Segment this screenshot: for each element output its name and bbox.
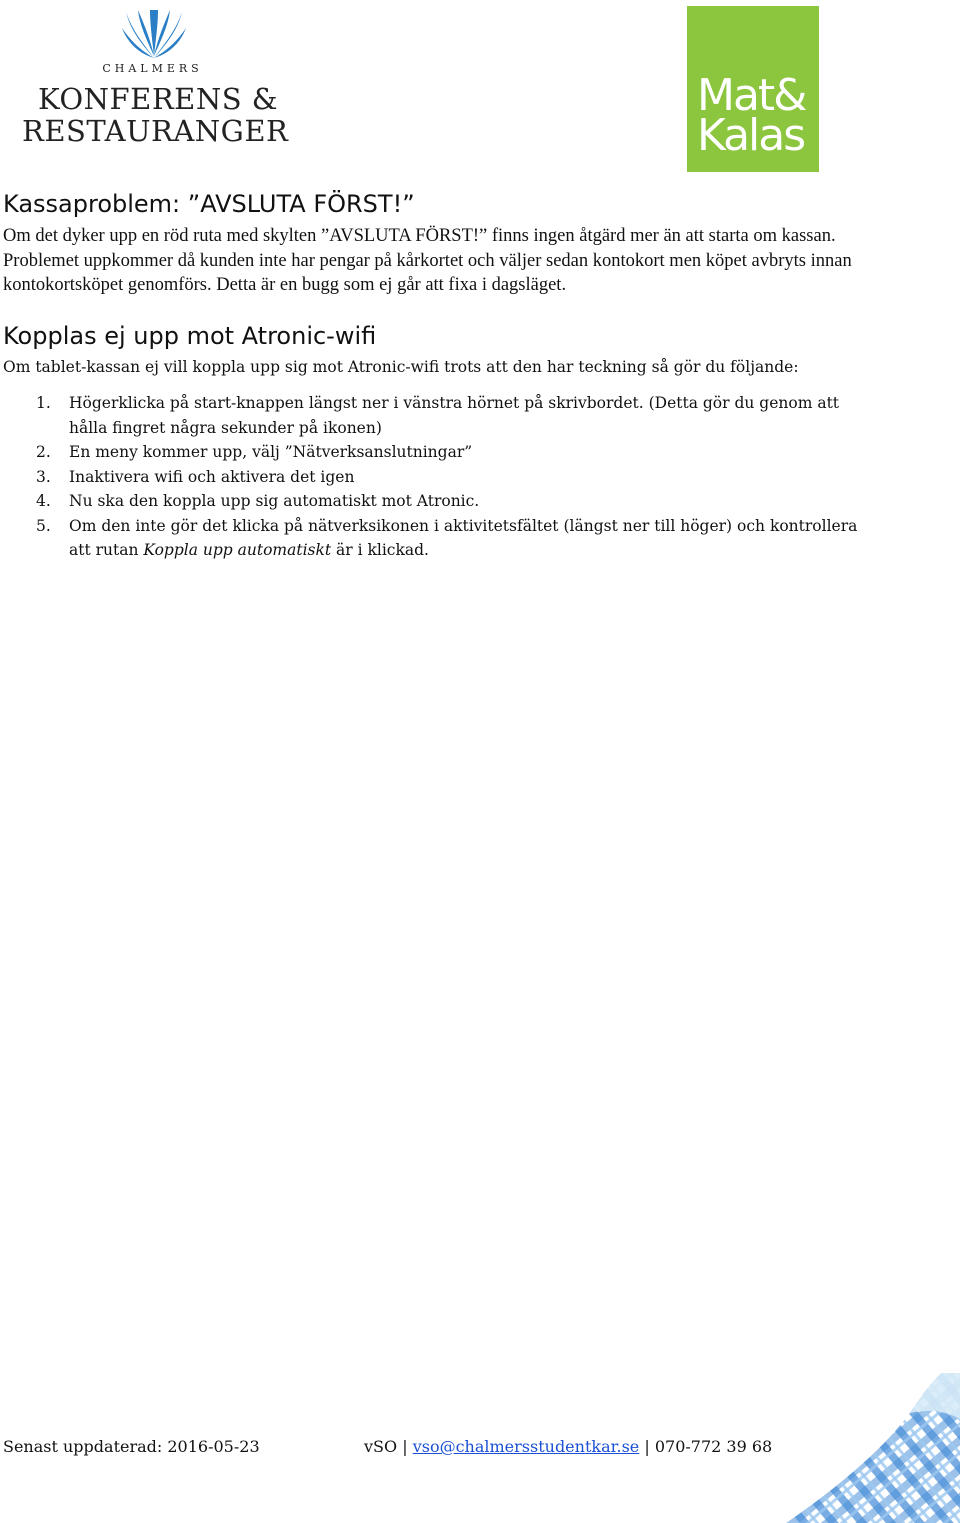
chalmers-logo bbox=[20, 6, 300, 146]
list-item bbox=[0, 440, 860, 465]
step-text: Högerklicka på start-knappen längst ner i vänstra hörnet på skrivbordet. (Detta gör du genom att hålla fingret några sekunder på ikonen) bbox=[69, 394, 840, 437]
list-item bbox=[0, 465, 860, 490]
logo-small-text: CHALMERS bbox=[102, 62, 203, 75]
crown-icon bbox=[120, 10, 188, 60]
mat-kalas-line-2: Kalas bbox=[697, 110, 805, 161]
footer-contact bbox=[364, 1437, 772, 1456]
step-number: 4. bbox=[36, 492, 51, 510]
step-number: 1. bbox=[36, 394, 51, 412]
list-item bbox=[0, 391, 860, 440]
footer-contact-suffix: | 070-772 39 68 bbox=[639, 1437, 773, 1456]
footer-contact-prefix: vSO | bbox=[364, 1437, 413, 1456]
step-text-before: Om den inte gör det klicka på nätverksikonen i aktivitetsfältet (längst ner till höger) och kontrollera att rutan bbox=[69, 516, 858, 559]
logo-line-1: KONFERENS & bbox=[38, 82, 279, 116]
mat-kalas-line-1: Mat& bbox=[697, 70, 806, 121]
step-text: Nu ska den koppla upp sig automatiskt mot Atronic. bbox=[69, 492, 480, 510]
step-number: 3. bbox=[36, 467, 51, 486]
section1-heading: Kassaproblem: ”AVSLUTA FÖRST!” bbox=[3, 190, 415, 218]
logo-line-2: RESTAURANGER bbox=[22, 114, 289, 148]
list-item bbox=[0, 489, 860, 514]
step-text-italic: Koppla upp automatiskt bbox=[143, 541, 332, 559]
footer-email-link[interactable]: vso@chalmersstudentkar.se bbox=[412, 1437, 640, 1456]
section2-heading: Kopplas ej upp mot Atronic-wifi bbox=[3, 322, 377, 350]
list-item bbox=[0, 514, 860, 563]
section1-body: Om det dyker upp en röd ruta med skylten ”AVSLUTA FÖRST!” finns ingen åtgärd mer än att starta om kassan. Problemet uppkommer då kunden inte har pengar på kårkortet och väljer sedan kontokort men köpet avbryts innan kontokortsköpet genomförs. Detta är en bugg som ej går att fixa i dagsläget. bbox=[3, 226, 852, 295]
mat-kalas-logo bbox=[687, 6, 819, 172]
step-number: 5. bbox=[36, 516, 51, 535]
step-text: En meny kommer upp, välj ”Nätverksanslutningar” bbox=[69, 443, 473, 461]
step-number: 2. bbox=[36, 443, 51, 461]
corner-pattern-graphic bbox=[760, 1373, 960, 1523]
mat-kalas-logo-text bbox=[697, 70, 817, 161]
steps-list bbox=[0, 391, 860, 563]
section2-intro: Om tablet-kassan ej vill koppla upp sig mot Atronic-wifi trots att den har teckning så gör du följande: bbox=[3, 358, 799, 376]
footer-updated: Senast uppdaterad: 2016-05-23 bbox=[3, 1437, 260, 1456]
step-text-after: är i klickad. bbox=[331, 541, 429, 559]
step-text: Inaktivera wifi och aktivera det igen bbox=[69, 467, 355, 486]
